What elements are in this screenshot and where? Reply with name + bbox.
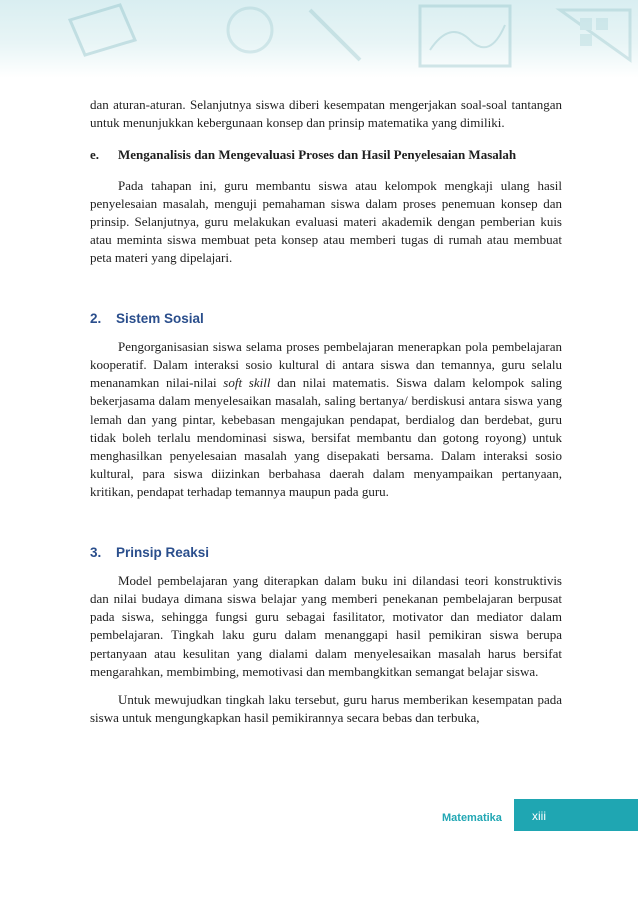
paragraph-e: Pada tahapan ini, guru membantu siswa atau kelompok mengkaji ulang hasil penyelesaian masalah, menguji pemahaman siswa dalam proses penemuan konsep dan prinsip. Selanjutnya, guru melakukan evaluasi materi akademik dengan pemberian kuis atau meminta siswa membuat peta konsep atau memberi tugas di rumah atau membuat peta materi yang dipelajari. (90, 177, 562, 266)
section-2-text-a: Pengorganisasian siswa selama proses pembelajaran menerapkan pola pembelajaran kooperatif. Dalam interaksi sosio kultural di antara siswa dan temannya, guru selalu menanamkan nilai-nilai (90, 338, 562, 391)
soft-skill-term: soft skill (223, 375, 271, 391)
section-3-paragraph-2: Untuk mewujudkan tingkah laku tersebut, guru harus memberikan kesempatan pada siswa untuk mengungkapkan hasil pemikirannya secara bebas dan terbuka, (90, 692, 562, 726)
math-tools-illustration (0, 0, 638, 78)
section-3-title: Prinsip Reaksi (116, 544, 210, 560)
subheading-e-number: e. (90, 147, 100, 163)
section-3-number: 3. (90, 544, 102, 560)
section-2-text-b: dan nilai matematis. Siswa dalam kelompok saling bekerjasama dalam menyelesaikan masalah, saling bertanya/ berdiskusi antara siswa yang lemah dan yang pintar, kebebasan mengajukan pendapat, berdialog dan berdebat, guru tidak boleh terlalu mendominasi siswa, bersifat membantu dan gotong royong) untuk menghasilkan penyelesaian masalah yang disepakati bersama. Dalam interaksi sosio kultural, para siswa diizinkan berbahasa daerah dalam menyampaikan pertanyaan, kritikan, pendapat terhadap temannya maupun pada guru. (90, 375, 562, 500)
page-body (90, 96, 562, 727)
section-3-heading (90, 544, 562, 562)
header-decoration-band (0, 0, 638, 78)
section-2-paragraph (90, 338, 562, 502)
subheading-e (90, 146, 562, 164)
intro-paragraph: dan aturan-aturan. Selanjutnya siswa diberi kesempatan mengerjakan soal-soal tantangan untuk menunjukkan kebergunaan konsep dan prinsip matematika yang dimiliki. (90, 97, 562, 131)
section-2-heading (90, 310, 562, 328)
section-2-title: Sistem Sosial (116, 310, 204, 326)
footer-subject: Matematika (442, 812, 502, 824)
section-3-paragraph-1: Model pembelajaran yang diterapkan dalam buku ini dilandasi teori konstruktivis dan nilai budaya dimana siswa belajar yang memberi penekanan pembelajaran berpusat pada siswa, sehingga fungsi guru sebagai fasilitator, motivator dan mediator dalam pembelajaran. Tingkah laku guru dalam menanggapi hasil pemikiran siswa berupa pertanyaan atau kesulitan yang dialami dalam menyelesaikan masalah harus bersifat mengarahkan, membimbing, memotivasi dan membangkitkan semangat belajar siswa. (90, 572, 562, 679)
page-number: xiii (532, 809, 546, 823)
section-2-number: 2. (90, 310, 102, 326)
subheading-e-title: Menganalisis dan Mengevaluasi Proses dan Hasil Penyelesaian Masalah (118, 147, 517, 163)
